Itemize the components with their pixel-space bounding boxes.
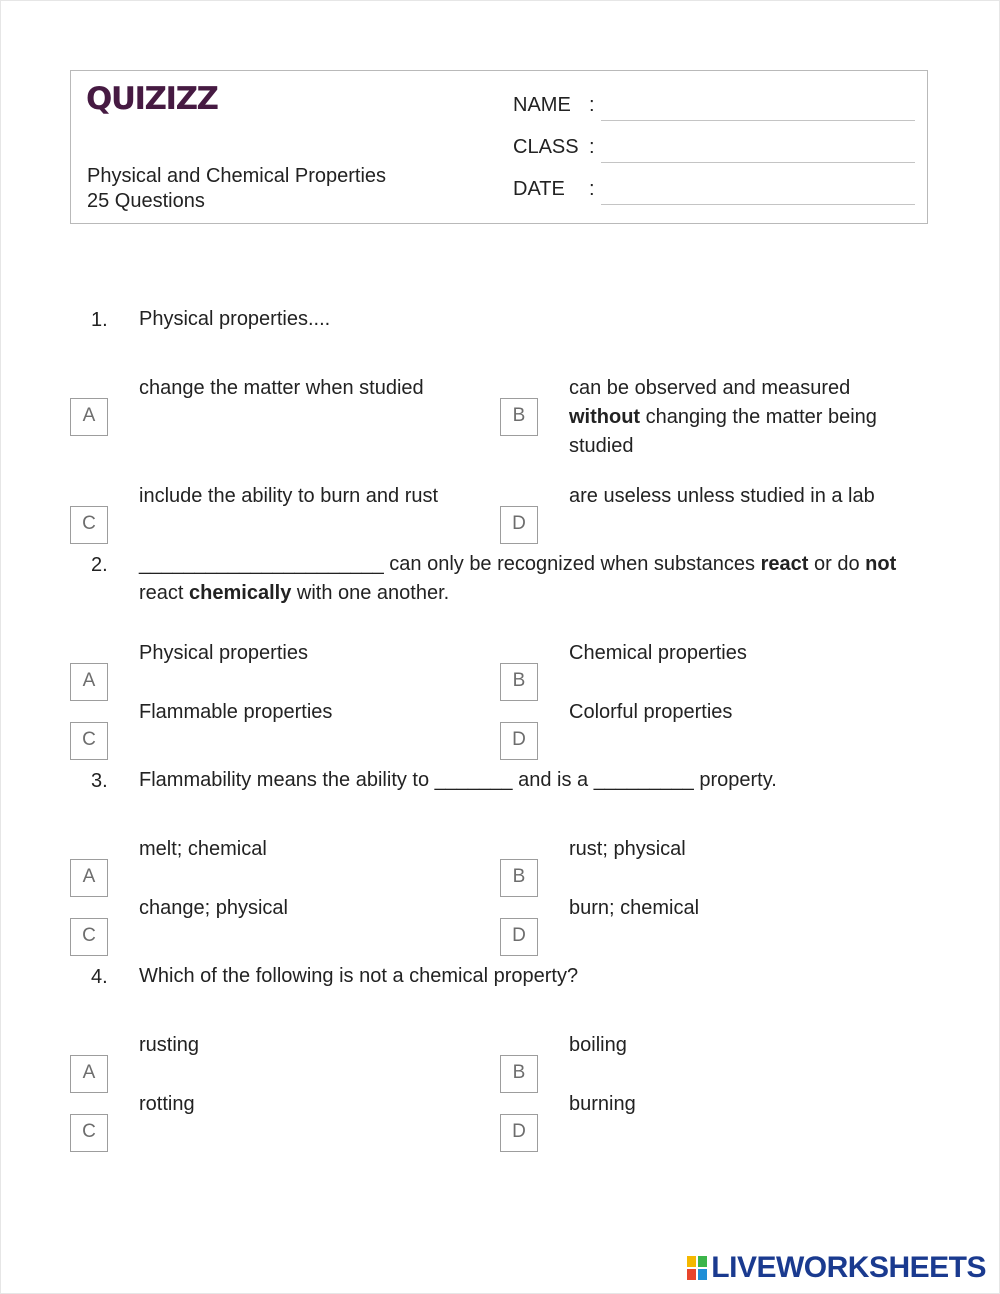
question-text: Flammability means the ability to _______ and is a _________ property. (139, 769, 777, 791)
liveworksheets-brand (687, 1251, 986, 1285)
liveworksheets-wordmark: LIVEWORKSHEETS (711, 1251, 986, 1284)
option-c-text: Flammable properties (139, 701, 333, 723)
quiz-title: Physical and Chemical Properties (87, 165, 387, 187)
option-b-text: boiling (569, 1034, 627, 1056)
worksheet-header (70, 70, 928, 224)
option-c-text: include the ability to burn and rust (139, 485, 439, 507)
option-a-text: rusting (139, 1034, 200, 1056)
date-input-line[interactable] (601, 204, 915, 205)
question-text: Physical properties.... (139, 308, 331, 330)
option-a-box[interactable]: A (70, 1055, 108, 1093)
class-input-line[interactable] (601, 162, 915, 163)
option-d-text: burning (569, 1093, 636, 1115)
option-d-box[interactable]: D (500, 1114, 538, 1152)
name-input-line[interactable] (601, 120, 915, 121)
name-colon: : (589, 94, 595, 116)
question-number: 4. (91, 966, 108, 988)
date-label: DATE (513, 178, 565, 200)
question-text: ______________________ can only be recognized when substances react or do not react chemically with one another. (139, 553, 897, 604)
logo-square-1 (687, 1256, 696, 1267)
option-b-box[interactable]: B (500, 398, 538, 436)
logo-square-3 (687, 1269, 696, 1280)
quizizz-logo: QUIZIZZ (86, 81, 218, 117)
option-c-text: change; physical (139, 897, 288, 919)
option-b-box[interactable]: B (500, 1055, 538, 1093)
liveworksheets-logo-icon (687, 1256, 707, 1280)
option-c-box[interactable]: C (70, 722, 108, 760)
option-d-box[interactable]: D (500, 918, 538, 956)
option-b-text: can be observed and measured without changing the matter being studied (569, 377, 877, 457)
option-a-box[interactable]: A (70, 663, 108, 701)
class-label: CLASS (513, 136, 579, 158)
option-d-text: burn; chemical (569, 897, 700, 919)
question-number: 1. (91, 309, 108, 331)
option-b-box[interactable]: B (500, 663, 538, 701)
option-d-box[interactable]: D (500, 722, 538, 760)
option-b-text: Chemical properties (569, 642, 747, 664)
option-c-box[interactable]: C (70, 918, 108, 956)
option-c-box[interactable]: C (70, 1114, 108, 1152)
question-text: Which of the following is not a chemical property? (139, 965, 579, 987)
option-c-text: rotting (139, 1093, 195, 1115)
name-label: NAME (513, 94, 571, 116)
question-number: 2. (91, 554, 108, 576)
option-d-box[interactable]: D (500, 506, 538, 544)
option-a-box[interactable]: A (70, 398, 108, 436)
question-count: 25 Questions (87, 190, 205, 212)
option-a-box[interactable]: A (70, 859, 108, 897)
option-b-box[interactable]: B (500, 859, 538, 897)
option-a-text: Physical properties (139, 642, 308, 664)
option-a-text: melt; chemical (139, 838, 267, 860)
logo-square-4 (698, 1269, 707, 1280)
logo-square-2 (698, 1256, 707, 1267)
option-c-box[interactable]: C (70, 506, 108, 544)
question-number: 3. (91, 770, 108, 792)
option-d-text: Colorful properties (569, 701, 733, 723)
option-d-text: are useless unless studied in a lab (569, 485, 875, 507)
option-b-text: rust; physical (569, 838, 686, 860)
option-a-text: change the matter when studied (139, 377, 424, 399)
class-colon: : (589, 136, 595, 158)
date-colon: : (589, 178, 595, 200)
